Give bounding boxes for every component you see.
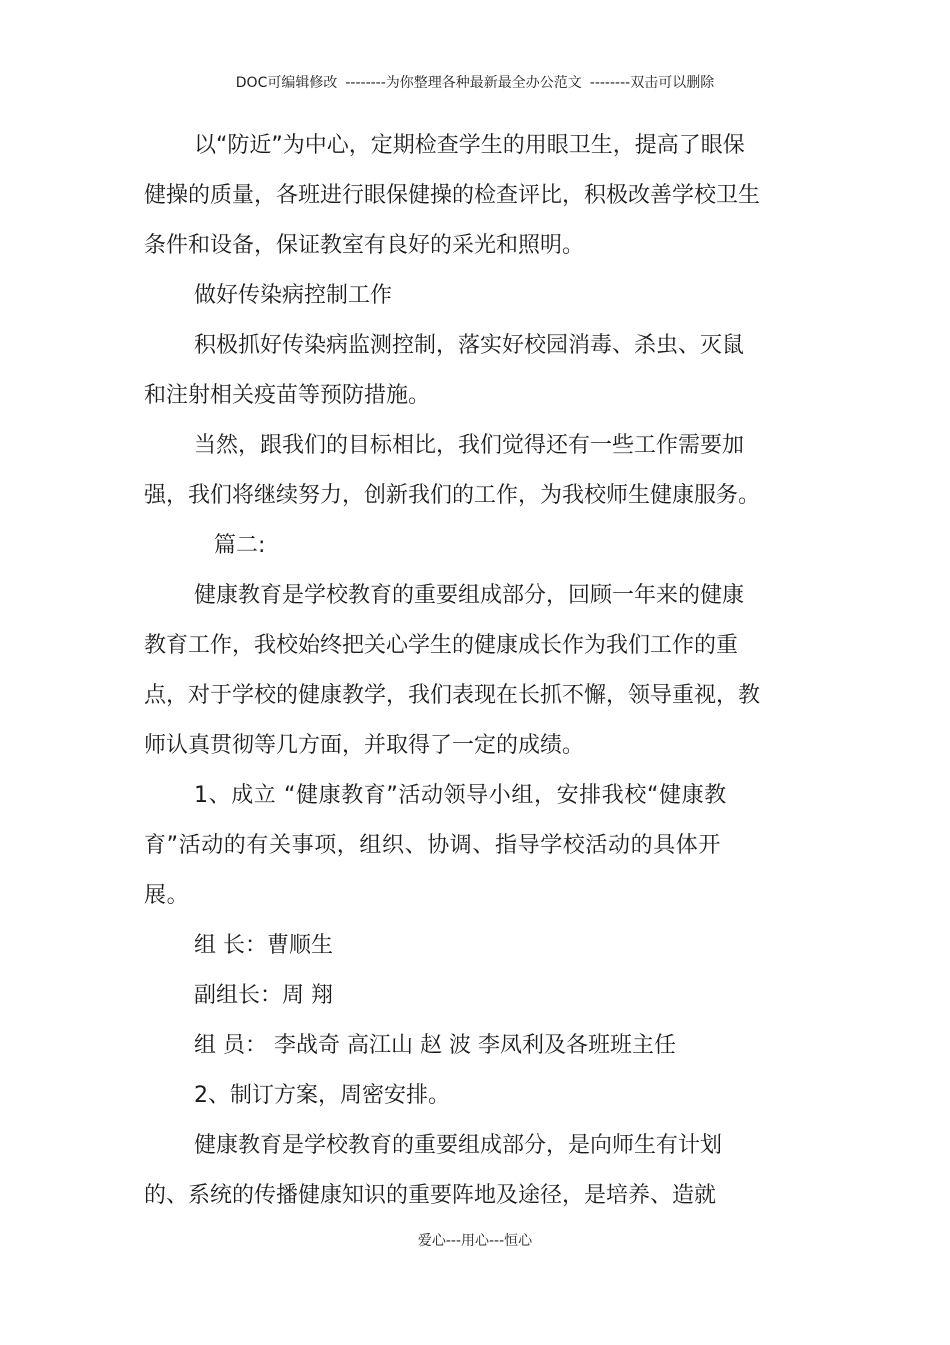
header-middle: --------为你整理各种最新最全办公范文 [345,75,582,91]
document-body [144,121,764,1221]
header-right: --------双击可以删除 [589,75,715,91]
header-left: DOC可编辑修改 [235,75,338,91]
page-header [0,72,950,92]
section-heading: 做好传染病控制工作 [194,283,393,308]
paragraph-text: 当然，跟我们的目标相比，我们觉得还有一些工作需要加强，我们将继续努力，创新我们的工作，为我校师生健康服务。 [144,433,761,508]
paragraph: 积极抓好传染病监测控制，落实好校园消毒、杀虫、灭鼠和注射相关疫苗等预防措施。 [144,333,745,408]
paragraph: 以“防近”为中心，定期检查学生的用眼卫生，提高了眼保健操的质量，各班进行眼保健操的检查评比，积极改善学校卫生条件和设备，保证教室有良好的采光和照明。 [144,133,761,258]
chapter-label: 篇二: [214,533,266,558]
paragraph [144,421,764,571]
member-line-deputy: 副组长：周 翔 [194,983,333,1008]
member-line-leader: 组 长：曹顺生 [194,933,333,958]
paragraph: 健康教育是学校教育的重要组成部分，回顾一年来的健康教育工作，我校始终把关心学生的健康成长作为我们工作的重点，对于学校的健康教学，我们表现在长抓不懈，领导重视，教师认真贯彻等几方面，并取得了一定的成绩。 [144,583,761,758]
paragraph: 健康教育是学校教育的重要组成部分，是向师生有计划的、系统的传播健康知识的重要阵地及途径，是培养、造就 [144,1133,723,1208]
list-item: 2、制订方案，周密安排。 [194,1083,450,1108]
list-item: 1、成立 “健康教育”活动领导小组，安排我校“健康教育”活动的有关事项，组织、协调、指导学校活动的具体开展。 [144,783,727,908]
page-footer: 爱心---用心---恒心 [417,1233,533,1249]
member-line-members: 组 员： 李战奇 高江山 赵 波 李凤利及各班班主任 [194,1033,676,1058]
